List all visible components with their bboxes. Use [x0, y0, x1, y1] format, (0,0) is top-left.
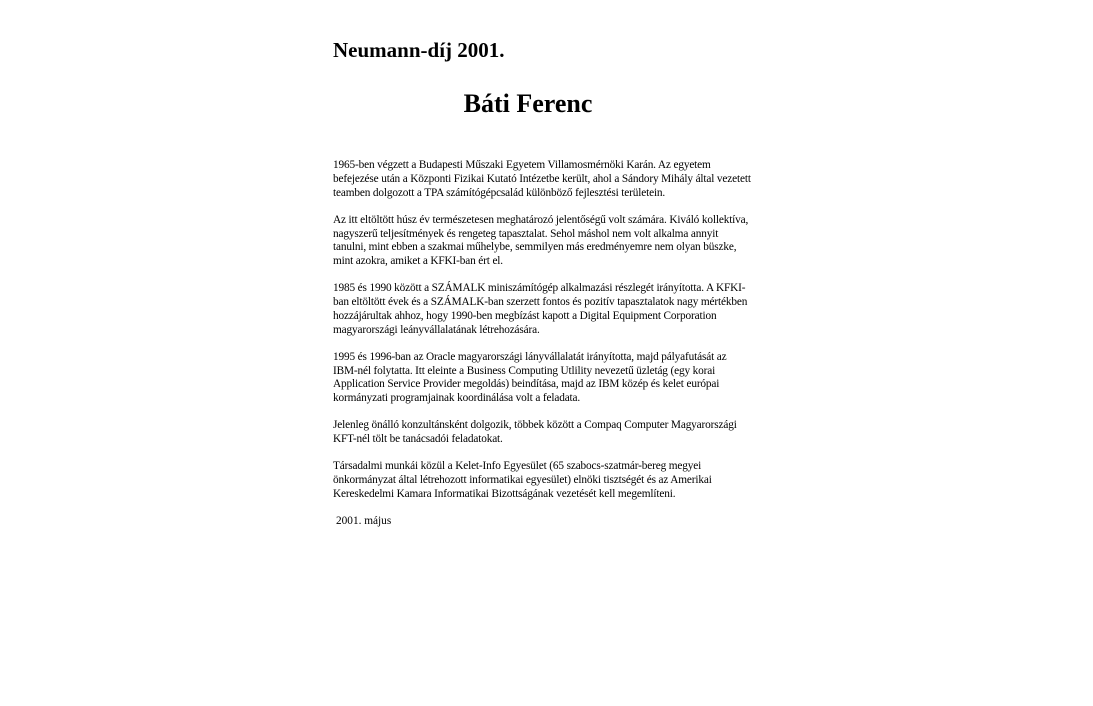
person-name-heading: Báti Ferenc	[463, 89, 593, 118]
biography-date: 2001. május	[336, 515, 392, 527]
biography-paragraph-szamalk: 1985 és 1990 között a SZÁMALK miniszámítógép alkalmazási részlegét irányította. A KFKI-ban eltöltött évek és a SZÁMALK-ban szerzett fontos és pozitív tapasztalatok nagy mértékben hozzájárultak ahhoz, hogy 1990-ben megbízást kapott a Digital Equipment Corporation magyarországi leányvállalatának létrehozására.	[333, 282, 748, 336]
biography-paragraph-consultant: Jelenleg önálló konzultánsként dolgozik, többek között a Compaq Computer Magyarországi KFT-nél tölt be tanácsadói feladatokat.	[333, 419, 737, 445]
biography-paragraph-oracle-ibm: 1995 és 1996-ban az Oracle magyarországi lányvállalatát irányította, majd pályafutását az IBM-nél folytatta. Itt eleinte a Business Computing Utlility nevezetű üzletág (egy korai Application Service Provider megoldás) beindítása, majd az IBM közép és kelet európai kormányzati programjainak koordinálása volt a feladata.	[333, 350, 727, 404]
page-title: Neumann-díj 2001.	[333, 38, 505, 62]
biography-paragraph-kfki: Az itt eltöltött húsz év természetesen meghatározó jelentőségű volt számára. Kiváló kollektíva, nagyszerű teljesítmények és rengeteg tapasztalat. Sehol máshol nem volt alkalma annyit tanulni, mint ebben a szakmai műhelybe, semmilyen más eredményemre nem olyan büszke, mint azokra, amiket a KFKI-ban ért el.	[333, 213, 749, 267]
biography-text	[333, 159, 753, 529]
biography-paragraph-social-work: Társadalmi munkái közül a Kelet-Info Egyesület (65 szabocs-szatmár-bereg megyei önkormányzat által létrehozott informatikai egyesület) elnöki tisztségét és az Amerikai Kereskedelmi Kamara Informatikai Bizottságának vezetését kell megemlíteni.	[333, 460, 712, 500]
biography-paragraph-education: 1965-ben végzett a Budapesti Műszaki Egyetem Villamosmérnöki Karán. Az egyetem befejezése után a Központi Fizikai Kutató Intézetbe került, ahol a Sándory Mihály által vezetett teamben dolgozott a TPA számítógépcsalád különböző fejlesztési területein.	[333, 159, 751, 199]
